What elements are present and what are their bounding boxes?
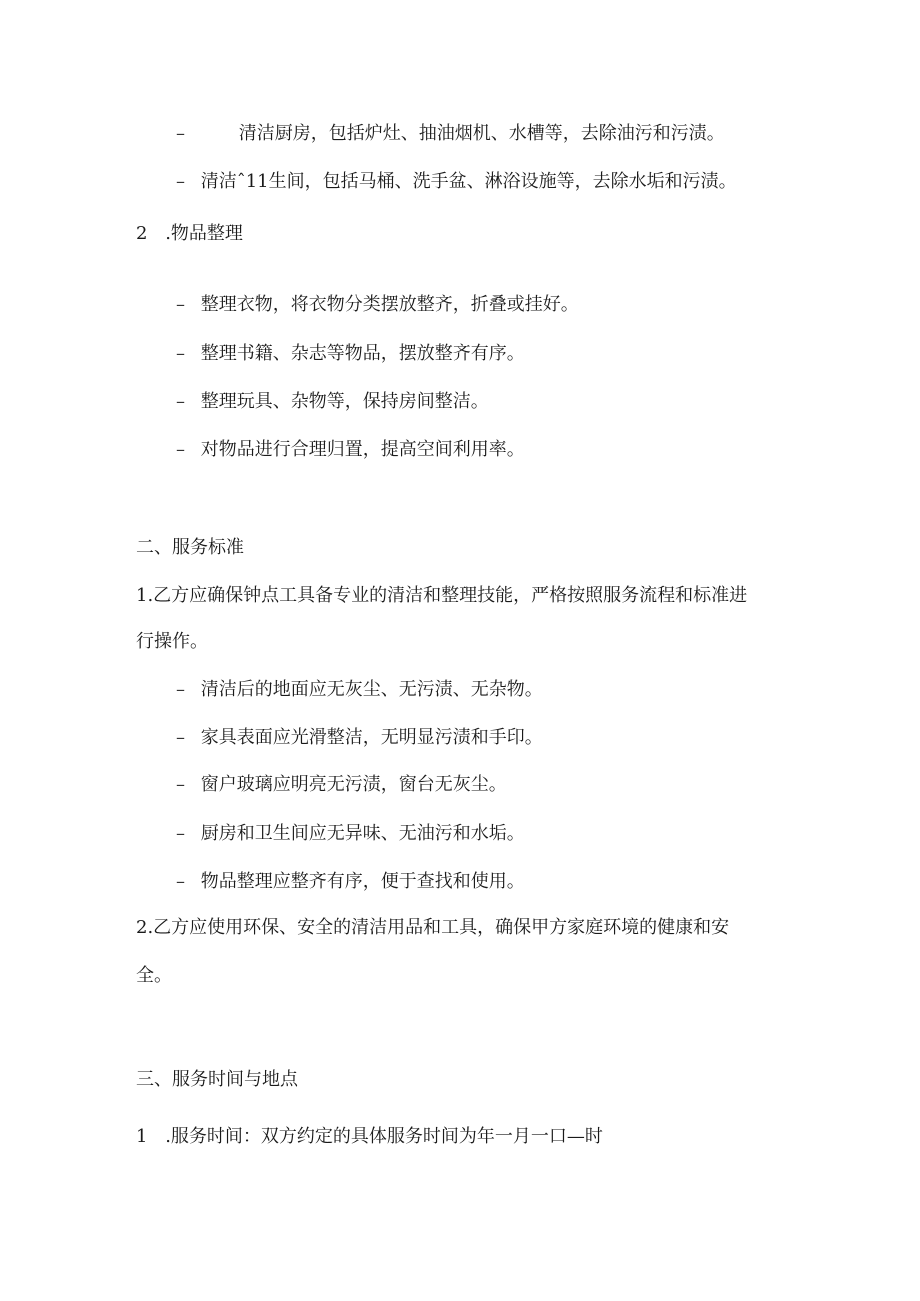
dash-marker: – [176,823,185,844]
list-item-text: 整理衣物，将衣物分类摆放整齐，折叠或挂好。 [200,294,579,315]
list-item-text: 物品整理应整齐有序，便于查找和使用。 [200,871,525,892]
section-heading-service-standards: 二、服务标准 [136,537,244,558]
list-item-window-standard [176,773,507,797]
list-item-clean-bathroom [176,170,737,194]
list-item-floor-standard [176,678,543,702]
section-heading-time-location: 三、服务时间与地点 [136,1069,298,1090]
list-item-text: 对物品进行合理归置，提高空间利用率。 [200,439,525,460]
subheading-number: 1 [136,1126,148,1147]
dash-marker: – [176,439,185,460]
list-item-organize-books [176,342,525,366]
subheading-number: 2 [136,223,148,244]
dash-marker: – [176,871,185,892]
subheading-item-organizing [136,222,243,246]
list-item-text: 整理玩具、杂物等，保持房间整洁。 [200,391,489,412]
dash-marker: – [176,343,185,364]
list-item-organizing-standard [176,870,525,894]
dash-marker: – [176,171,185,192]
dash-marker: – [176,727,185,748]
paragraph-2-line-1: 2.乙方应使用环保、安全的清洁用品和工具，确保甲方家庭环境的健康和安 [136,917,730,938]
list-item-text: 清洁ˆ11生间，包括马桶、洗手盆、淋浴设施等，去除水垢和污渍。 [200,171,737,192]
list-item-kitchen-bath-standard [176,822,525,846]
list-item-text: 窗户玻璃应明亮无污渍，窗台无灰尘。 [200,774,507,795]
paragraph-1-line-1: 1.乙方应确保钟点工具备专业的清洁和整理技能，严格按照服务流程和标准进 [136,585,748,606]
dash-marker: – [176,391,185,412]
paragraph-2-line-2: 全。 [136,965,172,986]
list-item-text: 家具表面应光滑整洁，无明显污渍和手印。 [200,727,543,748]
dash-marker: – [176,123,185,144]
list-item-text: 清洁后的地面应无灰尘、无污渍、无杂物。 [200,679,543,700]
list-item-clean-kitchen [176,122,725,146]
list-item-arrange-items [176,438,525,462]
list-item-text: 厨房和卫生间应无异味、无油污和水垢。 [200,823,525,844]
subheading-item-service-time [136,1125,603,1149]
list-item-text: 清洁厨房，包括炉灶、抽油烟机、水槽等，去除油污和污渍。 [238,123,725,144]
list-item-organize-clothes [176,293,579,317]
subheading-text: .服务时间：双方约定的具体服务时间为年一月一口—时 [165,1126,603,1147]
dash-marker: – [176,679,185,700]
dash-marker: – [176,774,185,795]
paragraph-1-line-2: 行操作。 [136,631,208,652]
list-item-furniture-standard [176,726,543,750]
subheading-text: .物品整理 [165,223,243,244]
dash-marker: – [176,294,185,315]
list-item-organize-toys [176,390,489,414]
list-item-text: 整理书籍、杂志等物品，摆放整齐有序。 [200,343,525,364]
